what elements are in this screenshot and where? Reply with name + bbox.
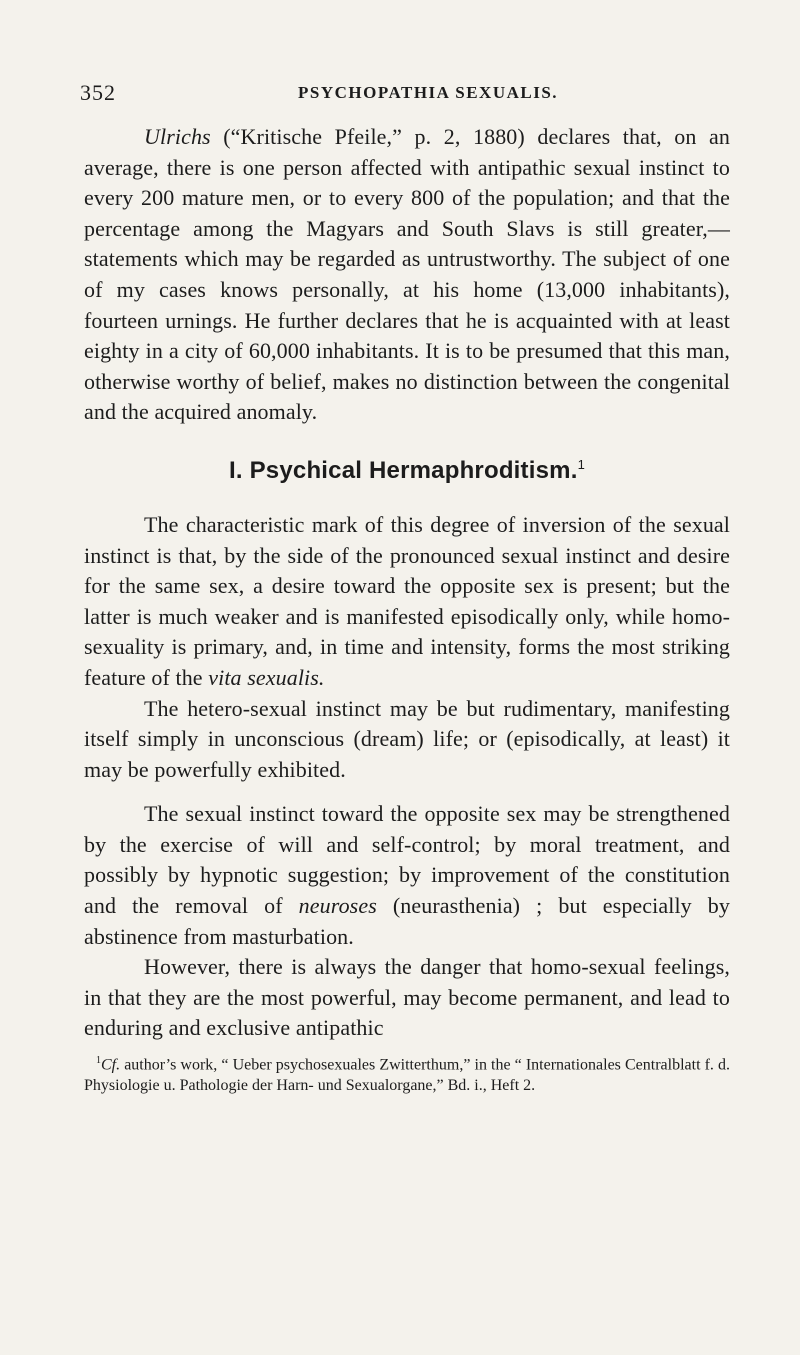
paragraph-strengthened xyxy=(84,799,730,952)
footnote-cf: Cf. xyxy=(101,1056,121,1074)
author-name: Ulrichs xyxy=(144,124,211,149)
running-head xyxy=(80,80,730,110)
paragraph-text: The characteristic mark of this degree of inversion of the sexual instinct is that, by the side of the pronounced sexual instinct and desire for the same sex, a desire toward the opposite sex is present; but the latter is much weaker and is manifested episodically only, while homo-sexuality is primary, and, in time and intensity, forms the most striking feature of the xyxy=(84,511,730,690)
spacer xyxy=(84,785,730,799)
page-number: 352 xyxy=(80,80,116,105)
body-text xyxy=(84,122,730,1044)
footnote xyxy=(84,1050,730,1096)
paragraph-hetero-sexual xyxy=(84,694,730,786)
paragraph-text: The hetero-sexual instinct may be but rudimentary, manifesting itself simply in unconscious (dream) life; or (episodically, at least) it may be powerfully exhibited. xyxy=(84,695,730,782)
footnote-text: author’s work, “ Ueber psychosexuales Zwitterthum,” in the “ Internationales Centralblatt f. d. Physiologie u. Pathologie der Harn- und Sexualorgane,” Bd. i., Heft 2. xyxy=(84,1056,730,1095)
section-heading-text: I. Psychical Hermaphroditism. xyxy=(228,456,578,484)
italic-term: neuroses xyxy=(298,893,377,919)
running-title: PSYCHOPATHIA SEXUALIS. xyxy=(298,83,559,102)
section-heading xyxy=(84,450,730,486)
page-content xyxy=(80,80,730,1096)
paragraph-text: However, there is always the danger that homo-sexual feelings, in that they are the most powerful, may become permanent, and lead to enduring and exclusive antipathic xyxy=(84,954,730,1041)
work-title: “Kritische Pfeile,” xyxy=(230,124,402,149)
paragraph-tail: (neurasthenia) ; but especially by abstinence from masturbation. xyxy=(84,893,730,949)
paragraph-text: p. 2, 1880) declares that, on an average, there is one person affected with antipathic sexual instinct to every 200 mature men, or to every 800 of the population; and that the percentage among the Magyars and South Slavs is still greater,—statements which may be regarded as untrustworthy. The subject of one of my cases knows personally, at his home (13,000 inhabitants), fourteen urnings. He further declares that he is acquainted with at least eighty in a city of 60,000 inhabitants. It is to be presumed that this man, otherwise worthy of belief, makes no distinction between the congenital and the acquired anomaly. xyxy=(84,124,730,425)
paragraph-characteristic xyxy=(84,510,730,694)
footnote-reference: 1 xyxy=(577,456,586,472)
paragraph-danger xyxy=(84,952,730,1044)
paragraph-text: The sexual instinct toward the opposite sex may be strengthened by the exercise of will and self-control; by moral treatment, and possibly by hypnotic suggestion; by improvement of the constitution and the removal of xyxy=(84,801,730,919)
italic-term: vita sexualis. xyxy=(208,664,325,690)
footnote-mark: 1 xyxy=(96,1055,101,1067)
open-paren: ( xyxy=(210,124,231,149)
paragraph-ulrichs xyxy=(84,122,730,428)
